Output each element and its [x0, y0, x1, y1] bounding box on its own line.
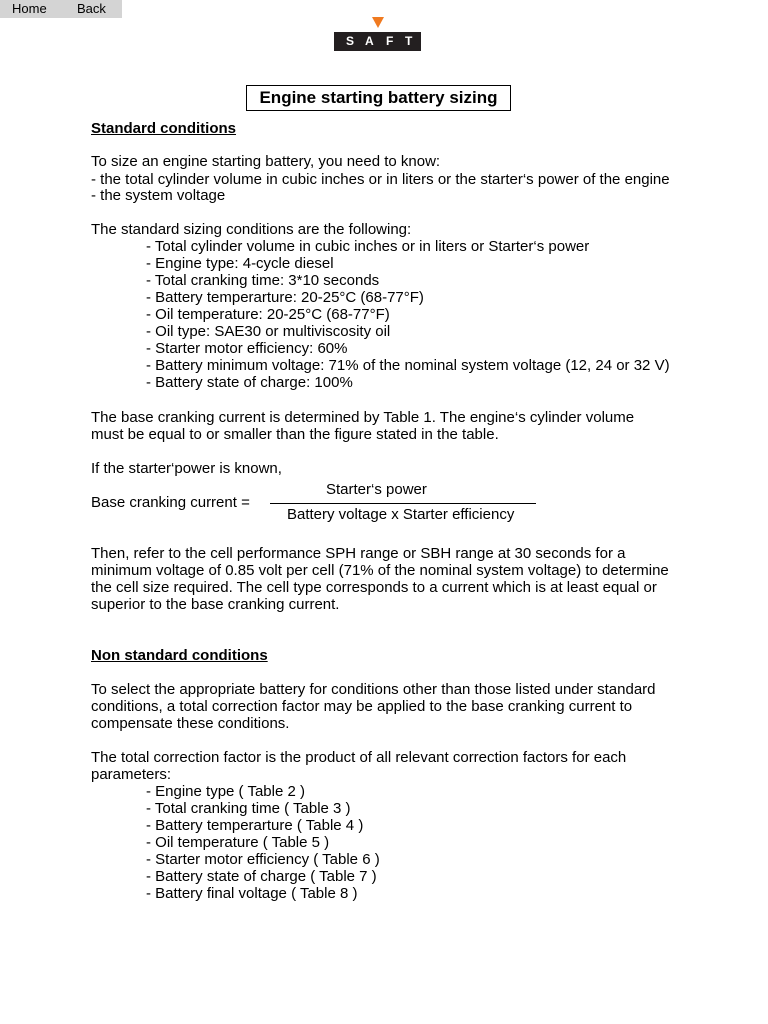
- logo-letter: S: [346, 34, 355, 48]
- logo-letter: F: [386, 34, 394, 48]
- condition-item: - Total cranking time: 3*10 seconds: [146, 272, 380, 289]
- select-paragraph-line: compensate these conditions.: [91, 715, 290, 732]
- factor-item: - Battery state of charge ( Table 7 ): [146, 868, 377, 885]
- factor-item: - Oil temperature ( Table 5 ): [146, 834, 330, 851]
- then-paragraph-line: superior to the base cranking current.: [91, 596, 340, 613]
- non-standard-heading: Non standard conditions: [91, 647, 268, 664]
- know-item: - the system voltage: [91, 187, 226, 204]
- select-paragraph-line: conditions, a total correction factor may be applied to the base cranking current to: [91, 698, 633, 715]
- condition-item: - Battery temperarture: 20-25°C (68-77°F): [146, 289, 424, 306]
- formula-denominator: Battery voltage x Starter efficiency: [287, 506, 515, 523]
- condition-item: - Total cylinder volume in cubic inches or in liters or Starter‘s power: [146, 238, 590, 255]
- then-paragraph-line: the cell size required. The cell type corresponds to a current which is at least equal or: [91, 579, 657, 596]
- saft-logo: [334, 17, 422, 53]
- back-button[interactable]: Back: [77, 1, 106, 16]
- condition-item: - Oil type: SAE30 or multiviscosity oil: [146, 323, 391, 340]
- fraction-line: [270, 503, 536, 504]
- intro-text: To size an engine starting battery, you need to know:: [91, 153, 441, 170]
- logo-letter: A: [365, 34, 374, 48]
- conditions-intro: The standard sizing conditions are the following:: [91, 221, 412, 238]
- know-item: - the total cylinder volume in cubic inches or in liters or the starter‘s power of the engine: [91, 171, 670, 188]
- select-paragraph-line: To select the appropriate battery for conditions other than those listed under standard: [91, 681, 656, 698]
- condition-item: - Starter motor efficiency: 60%: [146, 340, 348, 357]
- condition-item: - Engine type: 4-cycle diesel: [146, 255, 334, 272]
- factor-item: - Engine type ( Table 2 ): [146, 783, 305, 800]
- factor-item: - Battery temperarture ( Table 4 ): [146, 817, 364, 834]
- total-paragraph-line: parameters:: [91, 766, 172, 783]
- standard-conditions-heading: Standard conditions: [91, 120, 237, 137]
- factor-item: - Battery final voltage ( Table 8 ): [146, 885, 358, 902]
- logo-triangle-icon: [372, 17, 384, 28]
- if-starter-text: If the starter‘power is known,: [91, 460, 282, 477]
- then-paragraph-line: Then, refer to the cell performance SPH range or SBH range at 30 seconds for a: [91, 545, 626, 562]
- page-title: Engine starting battery sizing: [246, 85, 511, 111]
- condition-item: - Oil temperature: 20-25°C (68-77°F): [146, 306, 390, 323]
- home-button[interactable]: Home: [12, 1, 47, 16]
- condition-item: - Battery minimum voltage: 71% of the nominal system voltage (12, 24 or 32 V): [146, 357, 670, 374]
- logo-wordmark: [334, 32, 421, 51]
- factor-item: - Total cranking time ( Table 3 ): [146, 800, 351, 817]
- condition-item: - Battery state of charge: 100%: [146, 374, 353, 391]
- factor-item: - Starter motor efficiency ( Table 6 ): [146, 851, 380, 868]
- base-paragraph-line: The base cranking current is determined by Table 1. The engine‘s cylinder volume: [91, 409, 635, 426]
- total-paragraph-line: The total correction factor is the product of all relevant correction factors for each: [91, 749, 627, 766]
- top-nav-bar: [0, 0, 122, 18]
- formula-numerator: Starter‘s power: [326, 481, 427, 498]
- base-paragraph-line: must be equal to or smaller than the figure stated in the table.: [91, 426, 499, 443]
- formula-label: Base cranking current =: [91, 494, 250, 511]
- logo-letter: T: [405, 34, 413, 48]
- then-paragraph-line: minimum voltage of 0.85 volt per cell (71% of the nominal system voltage) to determine: [91, 562, 669, 579]
